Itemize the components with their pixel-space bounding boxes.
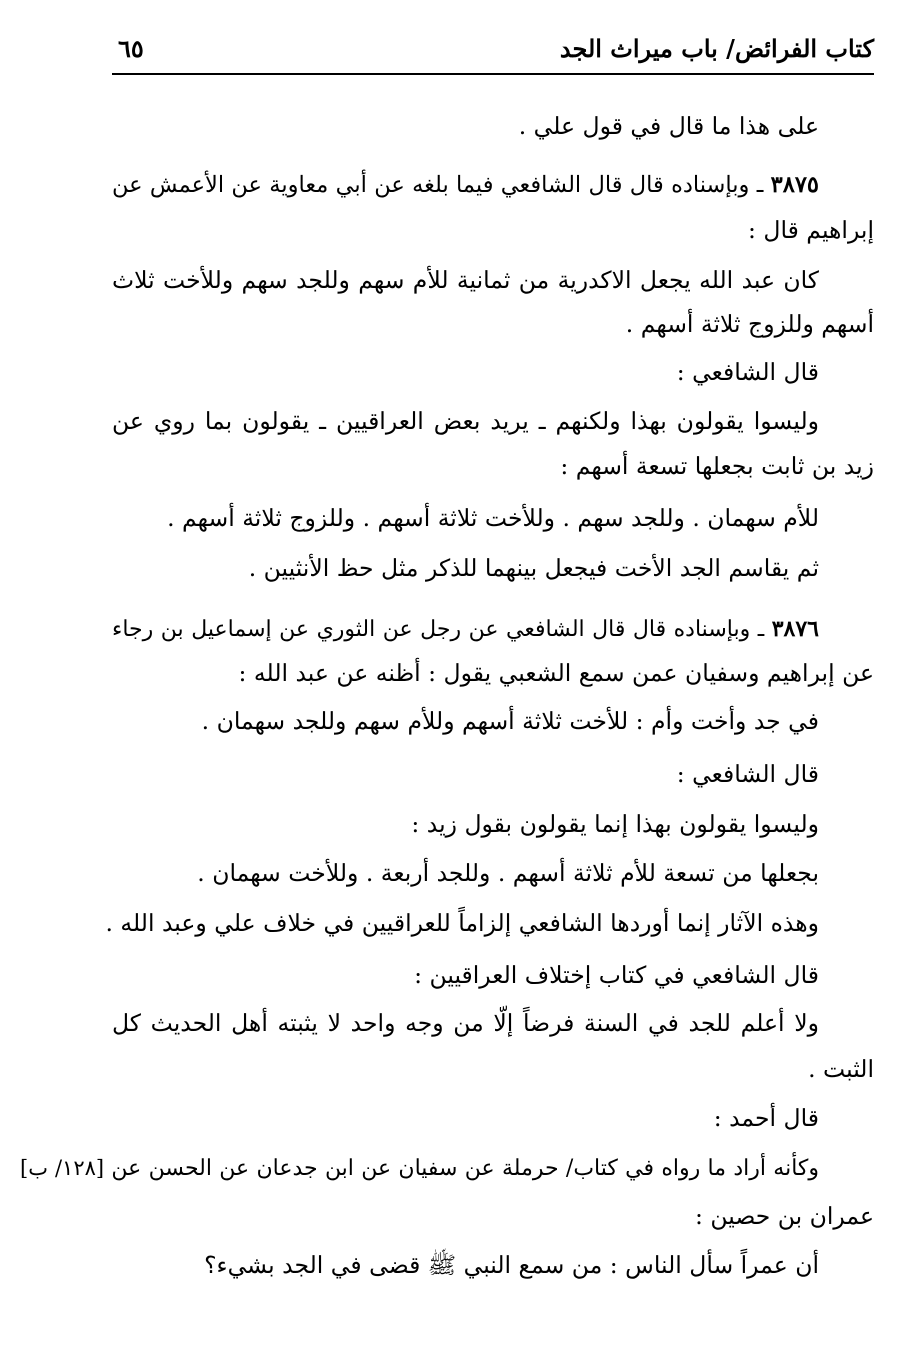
text-line: بجعلها من تسعة للأم ثلاثة أسهم . وللجد أربعة . وللأخت سهمان . <box>197 859 819 887</box>
section-heading: قال الشافعي : <box>676 760 819 788</box>
hadith-text: ـ وبإسناده قال قال الشافعي عن رجل عن الثوري عن إسماعيل بن رجاء <box>112 617 772 642</box>
text-line: على هذا ما قال في قول علي . <box>518 112 819 140</box>
text-line: في جد وأخت وأم : للأخت ثلاثة أسهم وللأم سهم وللجد سهمان . <box>201 707 819 735</box>
text-line: عن إبراهيم وسفيان عمن سمع الشعبي يقول : أظنه عن عبد الله : <box>238 659 874 687</box>
hadith-3876-first-line <box>112 611 819 647</box>
text-line: للأم سهمان . وللجد سهم . وللأخت ثلاثة أسهم . وللزوج ثلاثة أسهم . <box>167 504 819 532</box>
chapter-title: كتاب الفرائض/ باب ميراث الجد <box>559 34 874 63</box>
text-line: الثبت . <box>808 1055 874 1083</box>
section-heading: قال الشافعي : <box>676 358 819 386</box>
section-heading: قال أحمد : <box>713 1104 819 1132</box>
text-line: زيد بن ثابت بجعلها تسعة أسهم : <box>560 452 874 480</box>
running-header <box>0 0 922 80</box>
page-number: ٦٥ <box>118 34 144 63</box>
section-heading: قال الشافعي في كتاب إختلاف العراقيين : <box>414 961 819 989</box>
hadith-3875-first-line <box>112 167 819 203</box>
header-rule <box>112 73 874 75</box>
text-line: ولا أعلم للجد في السنة فرضاً إلّا من وجه واحد لا يثبته أهل الحديث كل <box>112 1009 819 1037</box>
text-line: ثم يقاسم الجد الأخت فيجعل بينهما للذكر مثل حظ الأنثيين . <box>248 554 819 582</box>
text-line: كان عبد الله يجعل الاكدرية من ثمانية للأم سهم وللجد سهم وللأخت ثلاث <box>112 266 819 294</box>
text-line: وليسوا يقولون بهذا إنما يقولون بقول زيد : <box>411 810 819 838</box>
text-line: عمران بن حصين : <box>694 1202 874 1230</box>
text-line-with-folio-marker <box>20 1150 819 1186</box>
hadith-number: ٣٨٧٥ <box>770 172 819 198</box>
text-line: إبراهيم قال : <box>747 216 874 244</box>
text-line: وهذه الآثار إنما أوردها الشافعي إلزاماً للعراقيين في خلاف علي وعبد الله . <box>105 909 819 937</box>
hadith-text: ـ وبإسناده قال قال الشافعي فيما بلغه عن أبي معاوية عن الأعمش عن <box>112 172 771 198</box>
manuscript-folio-marker: [١٢٨/ ب] <box>20 1156 105 1180</box>
text-line: أن عمراً سأل الناس : من سمع النبي ﷺ قضى في الجد بشيء؟ <box>204 1251 819 1279</box>
text-line: أسهم وللزوج ثلاثة أسهم . <box>625 310 874 338</box>
hadith-number: ٣٨٧٦ <box>771 616 819 642</box>
text-segment: وكأنه أراد ما رواه في كتاب/ حرملة عن سفيان عن ابن جدعان عن الحسن عن <box>104 1156 820 1181</box>
text-line: وليسوا يقولون بهذا ولكنهم ـ يريد بعض العراقيين ـ يقولون بما روي عن <box>112 407 819 435</box>
